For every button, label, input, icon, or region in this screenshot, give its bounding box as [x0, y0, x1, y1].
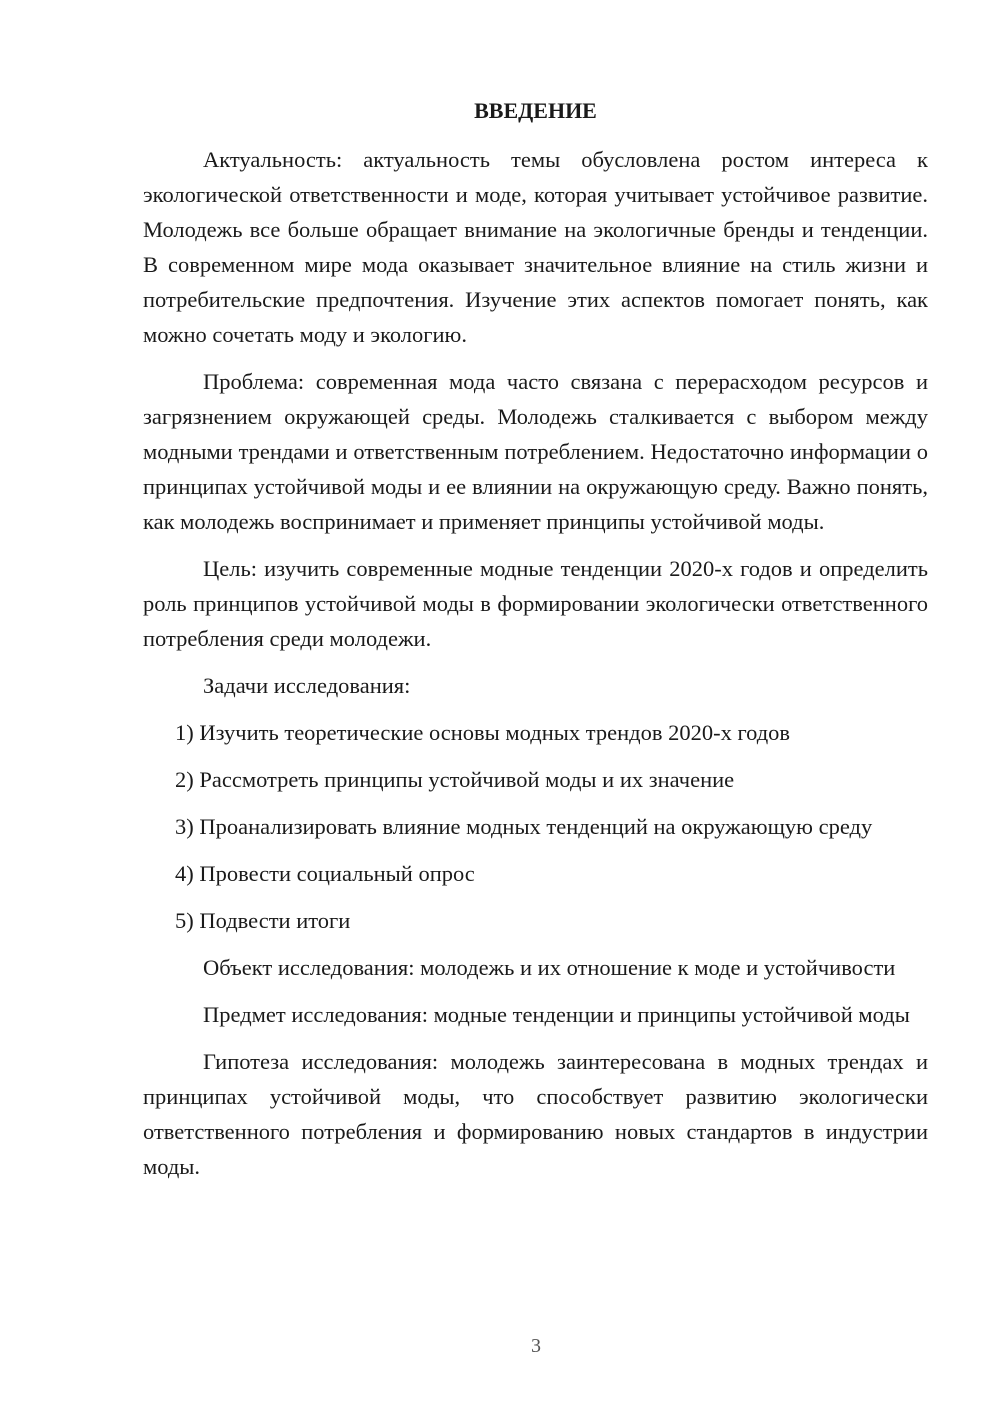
paragraph-subject: Предмет исследования: модные тенденции и принципы устойчивой моды	[203, 1002, 910, 1027]
page-title: ВВЕДЕНИЕ	[474, 98, 597, 123]
task-item-3: 3) Проанализировать влияние модных тенденций на окружающую среду	[175, 814, 873, 839]
tasks-heading: Задачи исследования:	[203, 673, 411, 698]
paragraph-object: Объект исследования: молодежь и их отношение к моде и устойчивости	[203, 955, 896, 980]
task-item-2: 2) Рассмотреть принципы устойчивой моды и их значение	[175, 767, 735, 792]
paragraph-problem: Проблема: современная мода часто связана с перерасходом ресурсов и загрязнением окружающей среды. Молодежь сталкивается с выбором между модными трендами и ответственным потреблением. Недостаточно информации о принципах устойчивой моды и ее влиянии на окружающую среду. Важно понять, как молодежь воспринимает и применяет принципы устойчивой моды.	[143, 369, 928, 534]
task-item-5: 5) Подвести итоги	[175, 908, 351, 933]
page-number: 3	[531, 1335, 541, 1357]
paragraph-relevance: Актуальность: актуальность темы обусловлена ростом интереса к экологической ответственности и моде, которая учитывает устойчивое развитие. Молодежь все больше обращает внимание на экологичные бренды и тенденции. В современном мире мода оказывает значительное влияние на стиль жизни и потребительские предпочтения. Изучение этих аспектов помогает понять, как можно сочетать моду и экологию.	[143, 147, 928, 347]
document-body	[143, 142, 928, 1196]
task-item-4: 4) Провести социальный опрос	[175, 861, 475, 886]
task-item-1: 1) Изучить теоретические основы модных трендов 2020-х годов	[175, 720, 791, 745]
paragraph-hypothesis: Гипотеза исследования: молодежь заинтересована в модных трендах и принципах устойчивой моды, что способствует развитию экологически ответственного потребления и формированию новых стандартов в индустрии моды.	[143, 1049, 928, 1179]
paragraph-goal: Цель: изучить современные модные тенденции 2020-х годов и определить роль принципов устойчивой моды в формировании экологически ответственного потребления среди молодежи.	[143, 556, 928, 651]
